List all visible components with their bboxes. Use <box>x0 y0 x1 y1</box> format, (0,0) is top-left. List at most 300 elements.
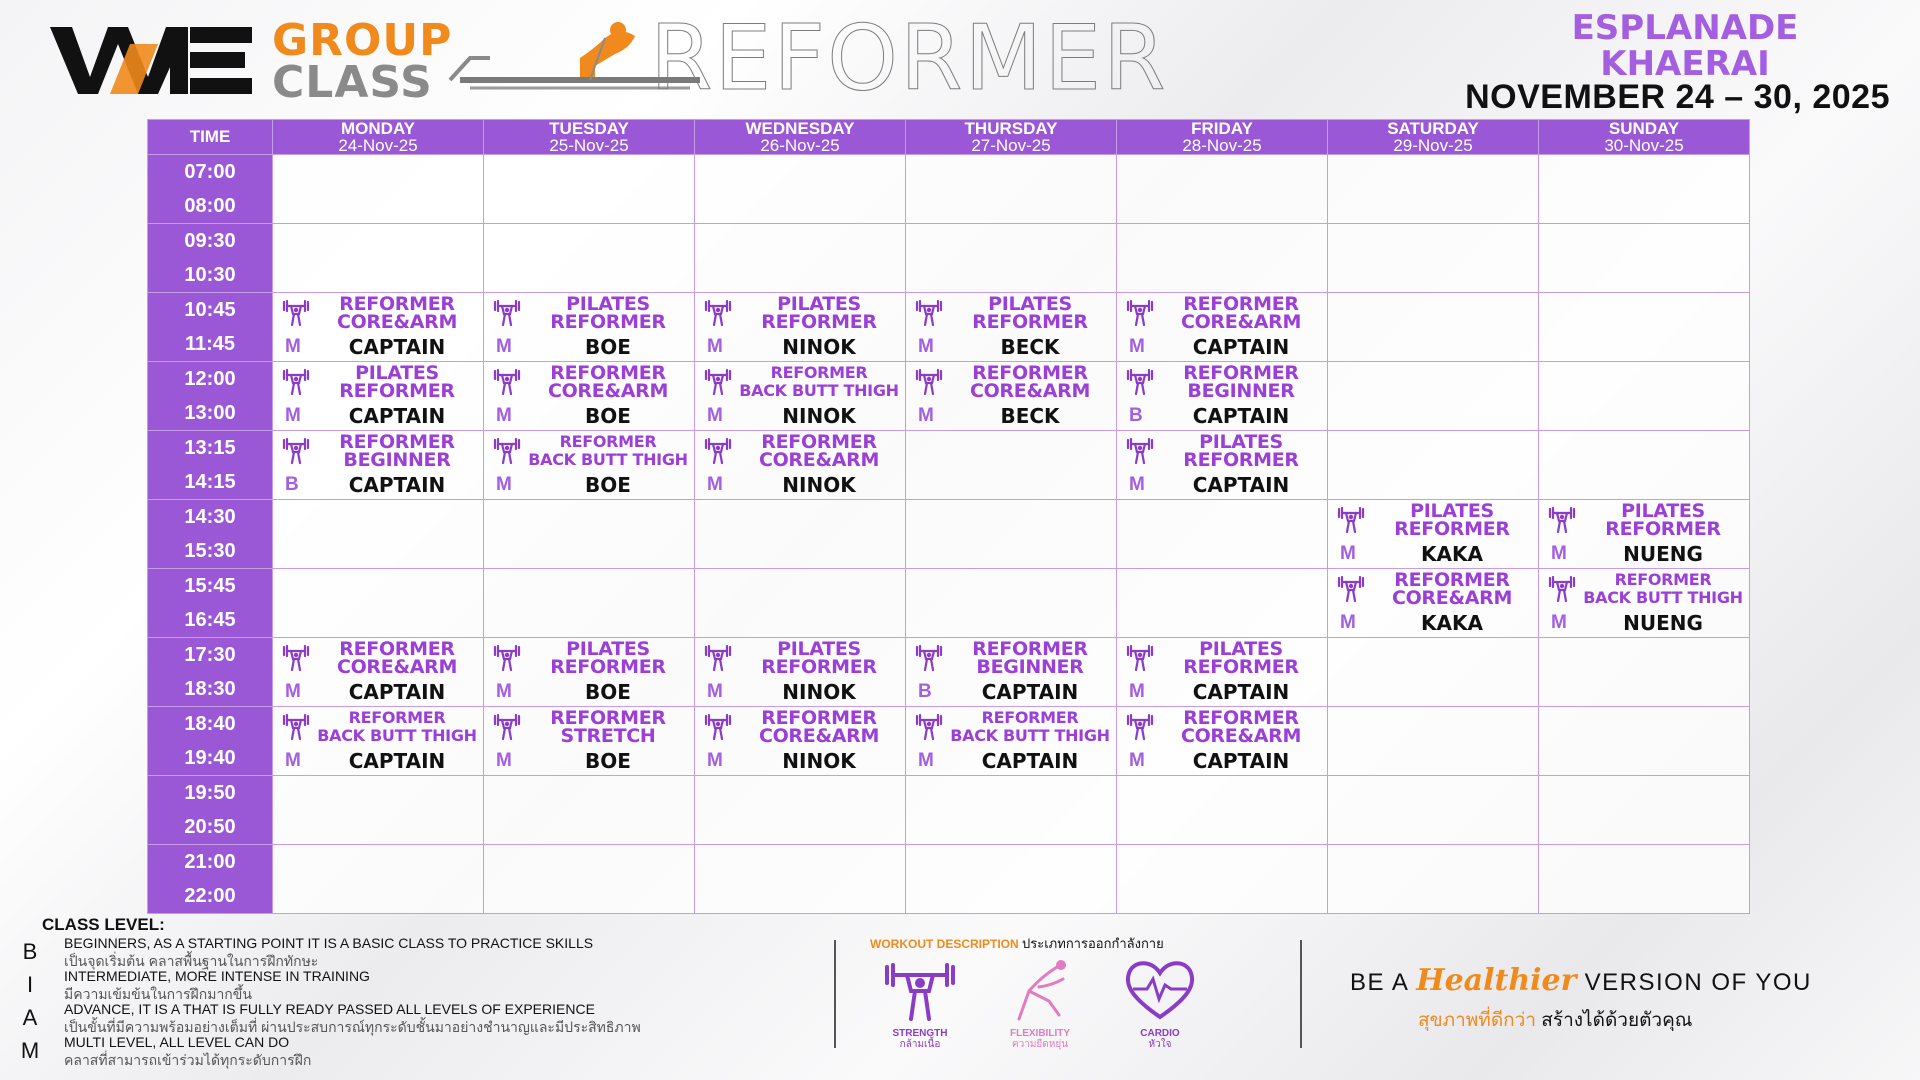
time-start: 19:50 <box>184 782 236 804</box>
time-start: 13:15 <box>184 437 236 459</box>
class-name-line1: PILATES <box>1199 431 1283 453</box>
day-header-sunday <box>1539 120 1750 155</box>
class-name-line2: CORE&ARM <box>1180 311 1302 333</box>
class-cell[interactable] <box>484 638 695 707</box>
empty-cell <box>695 224 906 293</box>
class-level-badge: M <box>1551 543 1567 564</box>
class-entry[interactable] <box>695 362 905 430</box>
empty-cell <box>1328 638 1539 707</box>
instructor-name: KAKA <box>1421 542 1483 566</box>
instructor-name: NUENG <box>1623 542 1703 566</box>
time-start: 09:30 <box>184 230 236 252</box>
group-word: GROUP <box>272 15 453 66</box>
class-cell[interactable] <box>1539 500 1750 569</box>
empty-cell <box>906 155 1117 224</box>
empty-cell <box>695 569 906 638</box>
reformer-title: REFORMER <box>650 6 1168 111</box>
time-end: 20:50 <box>184 816 236 838</box>
empty-cell <box>1539 776 1750 845</box>
strength-icon <box>1125 366 1155 396</box>
time-end: 19:40 <box>184 747 236 769</box>
class-level-badge: M <box>1551 612 1567 633</box>
empty-cell <box>1539 707 1750 776</box>
class-name-line1: REFORMER <box>770 363 868 382</box>
class-level-badge: M <box>1129 681 1145 702</box>
class-name <box>524 709 692 745</box>
schedule-row <box>148 638 1750 707</box>
empty-cell <box>1328 707 1539 776</box>
time-slot <box>148 638 273 707</box>
empty-cell <box>273 224 484 293</box>
strength-icon <box>1547 573 1577 603</box>
class-cell[interactable] <box>695 707 906 776</box>
empty-cell <box>273 569 484 638</box>
schedule-row <box>148 155 1750 224</box>
class-name-line1: REFORMER <box>981 708 1079 727</box>
empty-cell <box>906 845 1117 914</box>
class-cell[interactable] <box>1328 500 1539 569</box>
class-entry[interactable] <box>1117 431 1327 499</box>
class-level-badge: M <box>496 681 512 702</box>
class-level-badge: M <box>918 336 934 357</box>
class-name-line2: CORE&ARM <box>336 656 458 678</box>
empty-cell <box>273 776 484 845</box>
class-name-line1: REFORMER <box>348 708 446 727</box>
empty-cell <box>695 776 906 845</box>
class-name <box>946 709 1114 745</box>
class-entry[interactable] <box>695 638 905 706</box>
empty-cell <box>273 155 484 224</box>
empty-cell <box>906 431 1117 500</box>
instructor-name: CAPTAIN <box>981 680 1079 704</box>
class-name-line1: REFORMER <box>559 432 657 451</box>
class-cell[interactable] <box>273 431 484 500</box>
class-name-line2: BACK BUTT THIGH <box>317 726 477 745</box>
time-end: 10:30 <box>184 264 236 286</box>
slogan-thai-black: สร้างได้ด้วยตัวคุณ <box>1541 1010 1693 1031</box>
workout-item-flexibility <box>990 957 1090 1050</box>
strength-icon <box>914 366 944 396</box>
class-entry[interactable] <box>273 431 483 499</box>
class-level-badge: M <box>496 750 512 771</box>
date-range: NOVEMBER 24 – 30, 2025 <box>1465 78 1890 116</box>
class-cell[interactable] <box>1328 569 1539 638</box>
class-entry[interactable] <box>695 431 905 499</box>
time-header: TIME <box>148 120 273 155</box>
empty-cell <box>1539 845 1750 914</box>
flexibility-icon <box>1001 957 1079 1023</box>
class-entry[interactable] <box>906 362 1116 430</box>
class-cell[interactable] <box>1117 638 1328 707</box>
class-name-line2: BACK BUTT THIGH <box>528 450 688 469</box>
class-name-line2: CORE&ARM <box>1180 725 1302 747</box>
strength-icon <box>703 366 733 396</box>
strength-icon <box>281 642 311 672</box>
time-slot <box>148 362 273 431</box>
class-entry[interactable] <box>1117 293 1327 361</box>
empty-cell <box>484 500 695 569</box>
class-cell[interactable] <box>484 707 695 776</box>
empty-cell <box>484 845 695 914</box>
class-level-badge: M <box>707 405 723 426</box>
workout-description <box>870 933 1290 1050</box>
class-name-line2: REFORMER <box>1183 656 1299 678</box>
class-cell[interactable] <box>695 362 906 431</box>
flexibility-label: FLEXIBILITY <box>1010 1028 1070 1039</box>
strength-icon <box>1125 435 1155 465</box>
class-entry[interactable] <box>906 707 1116 775</box>
time-slot <box>148 776 273 845</box>
level-letter: A <box>22 1005 38 1030</box>
class-entry[interactable] <box>695 707 905 775</box>
class-name <box>735 295 903 331</box>
divider <box>834 940 836 1048</box>
class-cell[interactable] <box>906 362 1117 431</box>
class-name-line1: PILATES <box>1410 500 1494 522</box>
class-name <box>524 640 692 676</box>
class-name-line1: REFORMER <box>339 638 455 660</box>
class-word: CLASS <box>272 57 433 108</box>
instructor-name: CAPTAIN <box>348 335 446 359</box>
strength-icon <box>914 711 944 741</box>
strength-icon <box>492 435 522 465</box>
class-name <box>313 364 481 400</box>
day-header-monday <box>273 120 484 155</box>
empty-cell <box>1117 155 1328 224</box>
level-item-a <box>18 1001 818 1034</box>
workout-item-cardio <box>1110 957 1210 1050</box>
empty-cell <box>1117 224 1328 293</box>
class-level-badge: B <box>1129 405 1143 426</box>
class-cell[interactable] <box>906 707 1117 776</box>
class-name-line2: BEGINNER <box>343 449 451 471</box>
empty-cell <box>1328 845 1539 914</box>
we-logo <box>50 22 255 97</box>
location-line1: ESPLANADE <box>1571 8 1799 48</box>
class-name-line2: REFORMER <box>761 311 877 333</box>
instructor-name: BECK <box>1000 404 1060 428</box>
class-name-line2: BACK BUTT THIGH <box>1583 588 1743 607</box>
class-entry[interactable] <box>273 362 483 430</box>
schedule-row <box>148 569 1750 638</box>
class-cell[interactable] <box>906 638 1117 707</box>
class-entry[interactable] <box>273 293 483 361</box>
class-entry[interactable] <box>695 293 905 361</box>
time-start: 21:00 <box>184 851 236 873</box>
class-cell[interactable] <box>695 431 906 500</box>
class-name-line2: BACK BUTT THIGH <box>739 381 899 400</box>
class-level-badge: M <box>707 336 723 357</box>
flexibility-label-th: ความยืดหยุ่น <box>1011 1039 1069 1050</box>
class-name <box>313 709 481 745</box>
day-date: 27-Nov-25 <box>971 136 1051 155</box>
class-name-line1: PILATES <box>1199 638 1283 660</box>
instructor-name: CAPTAIN <box>348 473 446 497</box>
class-name-line1: REFORMER <box>761 707 877 729</box>
class-name-line1: REFORMER <box>550 362 666 384</box>
time-end: 15:30 <box>184 540 236 562</box>
class-entry[interactable] <box>1117 638 1327 706</box>
class-name-line1: REFORMER <box>761 431 877 453</box>
class-level-badge: M <box>1129 750 1145 771</box>
time-slot <box>148 431 273 500</box>
slogan-thai-orange: สุขภาพที่ดีกว่า <box>1418 1010 1537 1031</box>
class-level-badge: M <box>1340 612 1356 633</box>
empty-cell <box>1328 776 1539 845</box>
level-item-m <box>18 1034 818 1067</box>
instructor-name: CAPTAIN <box>981 749 1079 773</box>
day-date: 26-Nov-25 <box>760 136 840 155</box>
time-slot <box>148 155 273 224</box>
class-level-badge: M <box>1129 336 1145 357</box>
time-slot <box>148 500 273 569</box>
class-entry[interactable] <box>1328 500 1538 568</box>
class-entry[interactable] <box>1539 569 1749 637</box>
class-name-line1: REFORMER <box>339 293 455 315</box>
time-end: 11:45 <box>184 333 236 355</box>
class-name <box>1157 709 1325 745</box>
class-entry[interactable] <box>906 293 1116 361</box>
time-start: 07:00 <box>184 161 236 183</box>
class-name-line2: CORE&ARM <box>1391 587 1513 609</box>
class-cell[interactable] <box>1117 431 1328 500</box>
slogan-post: VERSION OF YOU <box>1584 969 1812 996</box>
class-name-line1: REFORMER <box>339 431 455 453</box>
empty-cell <box>484 224 695 293</box>
class-name-line1: PILATES <box>355 362 439 384</box>
strength-icon <box>281 297 311 327</box>
class-entry[interactable] <box>484 638 694 706</box>
empty-cell <box>695 155 906 224</box>
class-name-line1: REFORMER <box>1394 569 1510 591</box>
strength-icon <box>703 297 733 327</box>
instructor-name: NINOK <box>782 404 856 428</box>
class-cell[interactable] <box>695 293 906 362</box>
class-level-badge: M <box>918 750 934 771</box>
class-name <box>735 433 903 469</box>
empty-cell <box>1328 293 1539 362</box>
class-cell[interactable] <box>695 638 906 707</box>
empty-cell <box>1328 431 1539 500</box>
schedule-row <box>148 776 1750 845</box>
instructor-name: BOE <box>585 404 631 428</box>
class-entry[interactable] <box>273 638 483 706</box>
class-name-line1: REFORMER <box>1614 570 1712 589</box>
class-cell[interactable] <box>906 293 1117 362</box>
class-level-badge: M <box>918 405 934 426</box>
instructor-name: BOE <box>585 335 631 359</box>
empty-cell <box>1117 845 1328 914</box>
instructor-name: BECK <box>1000 335 1060 359</box>
day-name: SATURDAY <box>1387 119 1479 138</box>
empty-cell <box>1117 569 1328 638</box>
class-cell[interactable] <box>273 362 484 431</box>
empty-cell <box>484 776 695 845</box>
level-desc-th: เป็นขั้นที่มีความพร้อมอย่างเต็มที่ ผ่านประสบการณ์ทุกระดับชั้นมาอย่างชำนาญและมีประสิทธิภาพ <box>64 1019 641 1035</box>
class-entry[interactable] <box>273 707 483 775</box>
class-entry[interactable] <box>906 638 1116 706</box>
level-desc-en: ADVANCE, IT IS A THAT IS FULLY READY PASSED ALL LEVELS OF EXPERIENCE <box>64 1001 595 1017</box>
class-entry[interactable] <box>484 293 694 361</box>
class-name-line2: REFORMER <box>550 311 666 333</box>
empty-cell <box>906 500 1117 569</box>
instructor-name: CAPTAIN <box>1192 749 1290 773</box>
workout-item-strength <box>870 957 970 1050</box>
time-start: 14:30 <box>184 506 236 528</box>
workout-title <box>870 933 1290 954</box>
empty-cell <box>1328 362 1539 431</box>
schedule-row <box>148 707 1750 776</box>
time-start: 12:00 <box>184 368 236 390</box>
class-level-title: CLASS LEVEL: <box>42 915 165 934</box>
empty-cell <box>695 845 906 914</box>
empty-cell <box>273 500 484 569</box>
class-level-badge: M <box>496 336 512 357</box>
day-name: FRIDAY <box>1191 119 1253 138</box>
empty-cell <box>484 569 695 638</box>
class-name-line2: STRETCH <box>560 725 656 747</box>
strength-icon <box>703 435 733 465</box>
class-entry[interactable] <box>484 431 694 499</box>
class-name-line1: PILATES <box>777 638 861 660</box>
time-slot <box>148 224 273 293</box>
time-slot <box>148 707 273 776</box>
instructor-name: BOE <box>585 749 631 773</box>
class-level-legend <box>18 915 818 1067</box>
strength-icon <box>492 711 522 741</box>
empty-cell <box>1539 362 1750 431</box>
location-line2: KHAERAI <box>1600 44 1770 84</box>
strength-icon <box>914 642 944 672</box>
time-end: 16:45 <box>184 609 236 631</box>
time-end: 14:15 <box>184 471 236 493</box>
day-name: MONDAY <box>341 119 415 138</box>
slogan-thai <box>1418 1005 1692 1035</box>
class-name-line1: REFORMER <box>972 362 1088 384</box>
day-date: 25-Nov-25 <box>549 136 629 155</box>
class-cell[interactable] <box>1117 293 1328 362</box>
time-start: 15:45 <box>184 575 236 597</box>
schedule-table <box>147 119 1750 914</box>
class-name <box>1368 502 1536 538</box>
class-name-line2: CORE&ARM <box>969 380 1091 402</box>
class-level-badge: M <box>707 681 723 702</box>
class-level-badge: M <box>496 474 512 495</box>
class-name-line2: BEGINNER <box>976 656 1084 678</box>
level-item-i <box>18 968 818 1001</box>
strength-icon <box>703 642 733 672</box>
class-name-line2: CORE&ARM <box>547 380 669 402</box>
strength-icon <box>703 711 733 741</box>
time-end: 22:00 <box>184 885 236 907</box>
strength-icon <box>1547 504 1577 534</box>
class-cell[interactable] <box>1117 707 1328 776</box>
class-cell[interactable] <box>484 431 695 500</box>
class-cell[interactable] <box>1539 569 1750 638</box>
class-entry[interactable] <box>1328 569 1538 637</box>
strength-icon <box>281 711 311 741</box>
class-entry[interactable] <box>484 707 694 775</box>
class-cell[interactable] <box>273 638 484 707</box>
day-date: 29-Nov-25 <box>1393 136 1473 155</box>
class-name <box>524 433 692 469</box>
class-cell[interactable] <box>273 707 484 776</box>
empty-cell <box>1539 638 1750 707</box>
class-level-badge: M <box>707 750 723 771</box>
level-desc-en: BEGINNERS, AS A STARTING POINT IT IS A BASIC CLASS TO PRACTICE SKILLS <box>64 935 594 951</box>
class-name-line1: PILATES <box>1621 500 1705 522</box>
class-name <box>946 295 1114 331</box>
class-name-line2: CORE&ARM <box>758 725 880 747</box>
empty-cell <box>1539 155 1750 224</box>
day-header-saturday <box>1328 120 1539 155</box>
instructor-name: CAPTAIN <box>1192 335 1290 359</box>
day-date: 30-Nov-25 <box>1604 136 1684 155</box>
cardio-icon <box>1121 957 1199 1023</box>
day-header-wednesday <box>695 120 906 155</box>
empty-cell <box>906 569 1117 638</box>
empty-cell <box>1539 431 1750 500</box>
class-name <box>946 640 1114 676</box>
instructor-name: BOE <box>585 680 631 704</box>
empty-cell <box>1539 293 1750 362</box>
time-slot <box>148 569 273 638</box>
level-desc-en: INTERMEDIATE, MORE INTENSE IN TRAINING <box>64 968 370 984</box>
level-item-b <box>18 935 818 968</box>
strength-icon <box>492 366 522 396</box>
time-end: 18:30 <box>184 678 236 700</box>
class-name-line1: PILATES <box>777 293 861 315</box>
class-name-line1: PILATES <box>988 293 1072 315</box>
strength-icon <box>1336 573 1366 603</box>
class-entry[interactable] <box>1117 707 1327 775</box>
class-name-line2: CORE&ARM <box>336 311 458 333</box>
class-cell[interactable] <box>484 293 695 362</box>
instructor-name: NINOK <box>782 749 856 773</box>
class-cell[interactable] <box>1117 362 1328 431</box>
class-name <box>1157 640 1325 676</box>
instructor-name: CAPTAIN <box>348 404 446 428</box>
class-level-badge: B <box>285 474 299 495</box>
class-name-line1: PILATES <box>566 293 650 315</box>
class-name-line2: REFORMER <box>1183 449 1299 471</box>
class-cell[interactable] <box>273 293 484 362</box>
schedule-row <box>148 293 1750 362</box>
strength-label: STRENGTH <box>892 1028 948 1039</box>
empty-cell <box>906 776 1117 845</box>
schedule-row <box>148 224 1750 293</box>
strength-icon <box>492 642 522 672</box>
level-desc-th: เป็นจุดเริ่มต้น คลาสพื้นฐานในการฝึกทักษะ <box>64 953 319 969</box>
class-name <box>946 364 1114 400</box>
time-slot <box>148 845 273 914</box>
class-name-line2: REFORMER <box>550 656 666 678</box>
class-entry[interactable] <box>1117 362 1327 430</box>
class-cell[interactable] <box>484 362 695 431</box>
day-name: WEDNESDAY <box>745 119 855 138</box>
time-end: 13:00 <box>184 402 236 424</box>
class-entry[interactable] <box>1539 500 1749 568</box>
class-name-line1: REFORMER <box>1183 707 1299 729</box>
class-entry[interactable] <box>484 362 694 430</box>
class-name-line1: REFORMER <box>972 638 1088 660</box>
class-name <box>524 295 692 331</box>
strength-icon <box>281 435 311 465</box>
day-name: TUESDAY <box>549 119 629 138</box>
empty-cell <box>1117 500 1328 569</box>
instructor-name: CAPTAIN <box>348 749 446 773</box>
empty-cell <box>906 224 1117 293</box>
